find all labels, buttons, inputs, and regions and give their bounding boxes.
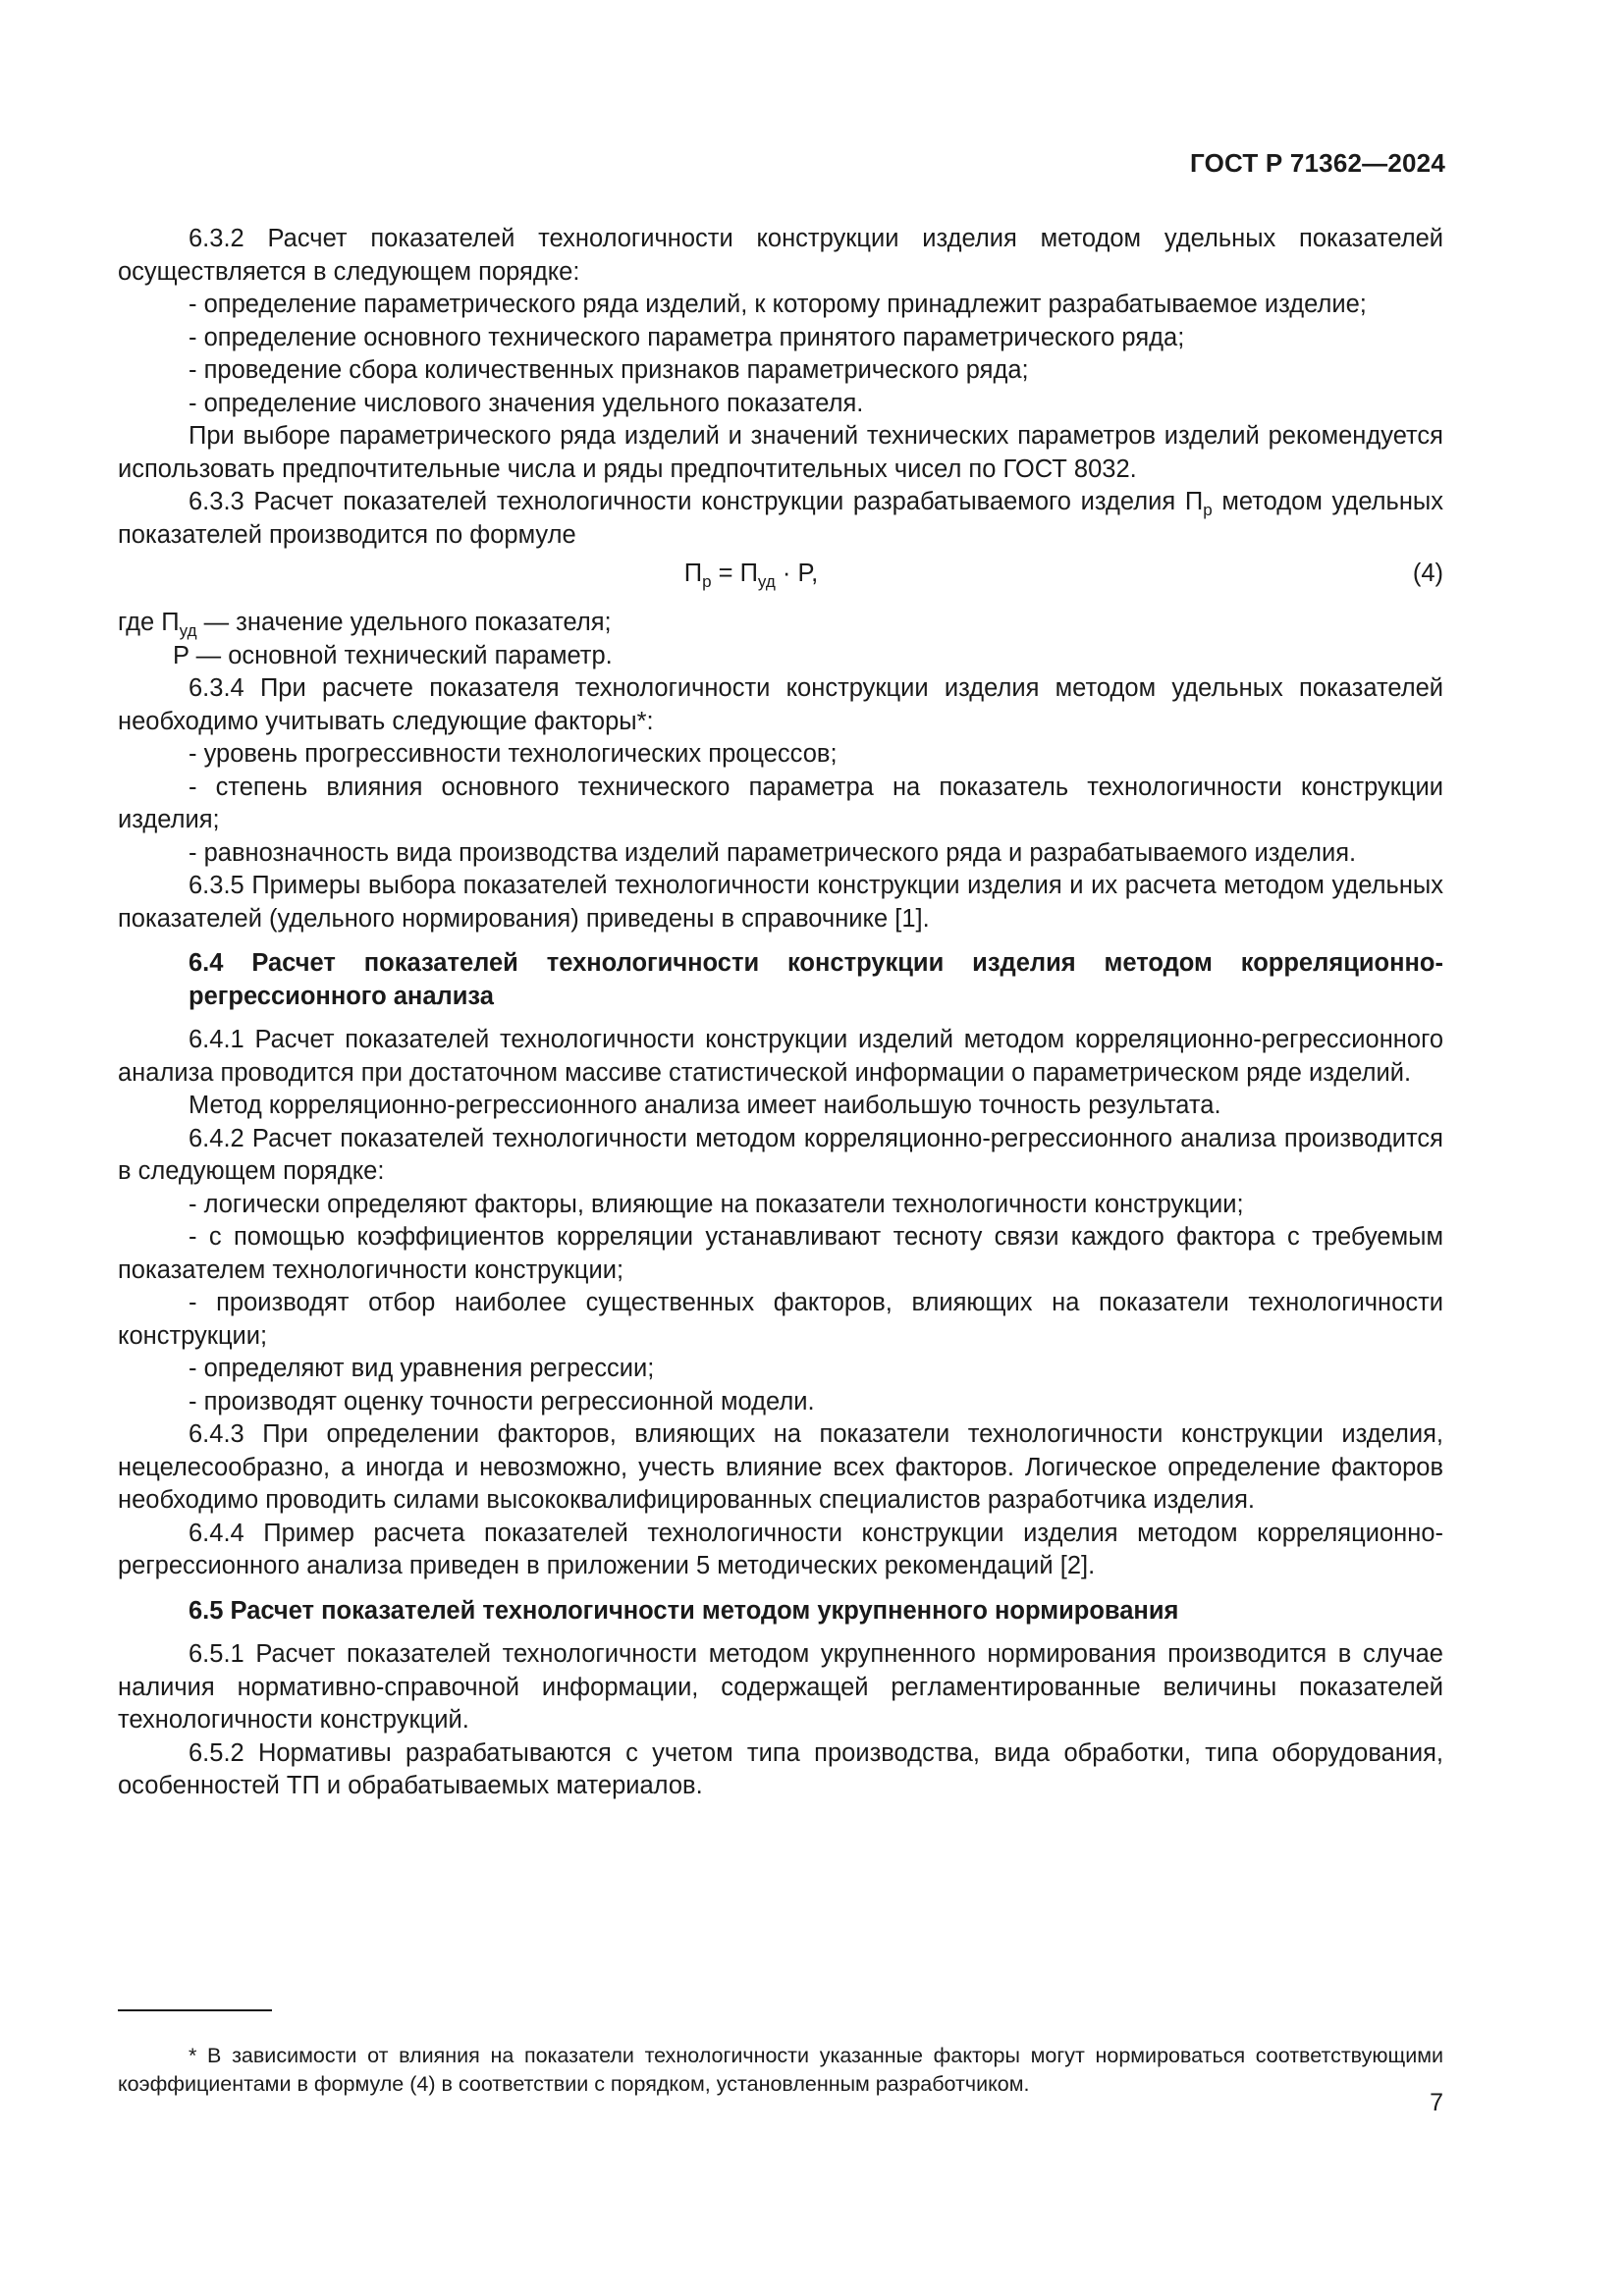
paragraph-6-3-5: 6.3.5 Примеры выбора показателей технологичности конструкции изделия и их расчета методом удельных показателей (удельного нормирования) приведены в справочнике [1]. — [118, 872, 1443, 933]
list-item: - производят отбор наиболее существенных факторов, влияющих на показатели технологичности конструкции; — [118, 1289, 1443, 1350]
section-heading-6-5: 6.5 Расчет показателей технологичности методом укрупненного нормирования — [189, 1596, 1179, 1625]
list-item: - степень влияния основного технического параметра на показатель технологичности конструкции изделия; — [118, 773, 1443, 833]
list-item: - определяют вид уравнения регрессии; — [189, 1355, 655, 1382]
list-item: - проведение сбора количественных признаков параметрического ряда; — [189, 356, 1029, 384]
list-item: - равнозначность вида производства изделий параметрического ряда и разрабатываемого изделия. — [189, 838, 1357, 867]
list-item: - производят оценку точности регрессионной модели. — [189, 1387, 815, 1415]
paragraph-6-3-3: 6.3.3 Расчет показателей технологичности конструкции разрабатываемого изделия $П_р$ методом удельных показателей производится по формуле — [118, 488, 1443, 549]
document-id-header: ГОСТ Р 71362—2024 — [1190, 148, 1445, 178]
page-number: 7 — [1430, 2089, 1443, 2116]
list-item: - определение основного технического параметра принятого параметрического ряда; — [189, 323, 1185, 351]
list-item: - уровень прогрессивности технологических процессов; — [189, 740, 838, 768]
list-item: - определение параметрического ряда изделий, к которому принадлежит разрабатываемое изделие; — [189, 291, 1367, 318]
footnote-divider — [118, 2009, 272, 2011]
formula-number: (4) — [1412, 560, 1443, 587]
formula-legend — [118, 607, 1443, 672]
section-heading-6-4: 6.4 Расчет показателей технологичности конструкции изделия методом корреляционно-регрессионного анализа — [189, 949, 1443, 1010]
list-item: - определение числового значения удельного показателя. — [189, 389, 864, 417]
paragraph-preferred-numbers: При выборе параметрического ряда изделий и значений технических параметров изделий рекомендуется использовать предпочтительные числа и ряды предпочтительных чисел по ГОСТ 8032. — [118, 422, 1443, 483]
formula-expression: $П_р = П_{уд} \cdot P$, — [683, 560, 819, 591]
formula-4 — [118, 552, 1443, 607]
paragraph-6-3-4: 6.3.4 При расчете показателя технологичности конструкции изделия методом удельных показателей необходимо учитывать следующие факторы*: — [118, 674, 1443, 735]
paragraph-6-4-4: 6.4.4 Пример расчета показателей технологичности конструкции изделия методом корреляционно-регрессионного анализа приведен в приложении 5 методических рекомендаций [2]. — [118, 1519, 1443, 1579]
paragraph-6-4-3: 6.4.3 При определении факторов, влияющих на показатели технологичности конструкции изделия, нецелесообразно, а иногда и невозможно, учесть влияние всех факторов. Логическое определение факторов необходимо проводить силами высококвалифицированных специалистов разработчика изделия. — [118, 1420, 1443, 1514]
paragraph-6-5-2: 6.5.2 Нормативы разрабатываются с учетом типа производства, вида обработки, типа оборудования, особенностей ТП и обрабатываемых материалов. — [118, 1738, 1443, 1799]
legend-line: где $П_{уд}$ — значение удельного показателя; — [118, 609, 612, 640]
footnote: * В зависимости от влияния на показатели технологичности указанные факторы могут нормироваться соответствующими коэффициентами в формуле (4) в соответствии с порядком, установленным разработчиком. — [118, 2043, 1443, 2096]
list-item: - с помощью коэффициентов корреляции устанавливают тесноту связи каждого фактора с требуемым показателем технологичности конструкции; — [118, 1223, 1443, 1284]
paragraph-6-4-2: 6.4.2 Расчет показателей технологичности методом корреляционно-регрессионного анализа производится в следующем порядке: — [118, 1124, 1443, 1185]
paragraph-method-accuracy: Метод корреляционно-регрессионного анализа имеет наибольшую точность результата. — [189, 1092, 1221, 1119]
document-body — [118, 223, 1443, 1803]
paragraph-6-5-1: 6.5.1 Расчет показателей технологичности методом укрупненного нормирования производится в случае наличия нормативно-справочной информации, содержащей регламентированные величины показателей технологичности конструкций. — [118, 1640, 1443, 1734]
paragraph-6-3-2: 6.3.2 Расчет показателей технологичности конструкции изделия методом удельных показателей осуществляется в следующем порядке: — [118, 225, 1443, 286]
paragraph-6-4-1: 6.4.1 Расчет показателей технологичности конструкции изделий методом корреляционно-регрессионного анализа проводится при достаточном массиве статистической информации о параметрическом ряде изделий. — [118, 1026, 1443, 1087]
list-item: - логически определяют факторы, влияющие на показатели технологичности конструкции; — [189, 1190, 1244, 1218]
legend-line: P — основной технический параметр. — [173, 641, 613, 669]
